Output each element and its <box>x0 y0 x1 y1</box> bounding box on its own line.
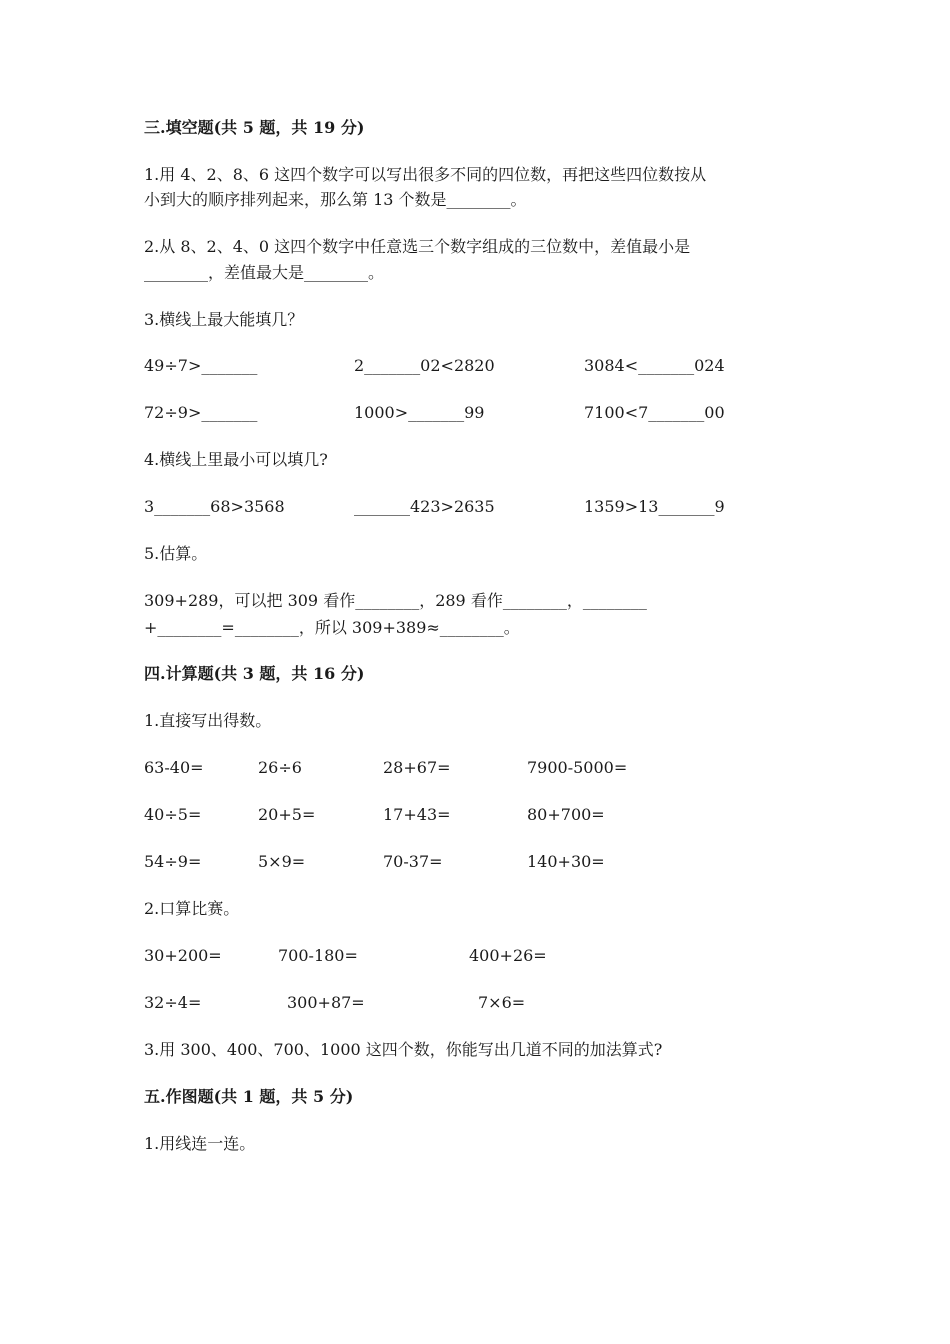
s4-q1-r3c2: 5×9= <box>258 852 306 871</box>
s4-q2-r1c1: 30+200= <box>144 946 222 965</box>
section-3-title: 三.填空题(共 5 题，共 19 分) <box>144 118 365 137</box>
s3-q3-title: 3.横线上最大能填几？ <box>144 310 304 329</box>
s4-q1-r1c1: 63-40= <box>144 758 204 777</box>
s3-q5-line1: 309+289，可以把 309 看作________，289 看作________，________ <box>144 591 647 610</box>
s3-q3-r1c1: 49÷7>_______ <box>144 356 258 375</box>
s4-q1-r2c1: 40÷5= <box>144 805 202 824</box>
s4-q2-r2c3: 7×6= <box>478 993 526 1012</box>
s4-q1-r2c2: 20+5= <box>258 805 316 824</box>
s4-q1-title: 1.直接写出得数。 <box>144 711 272 730</box>
s3-q5-title: 5.估算。 <box>144 544 208 563</box>
section-5-title: 五.作图题(共 1 题，共 5 分) <box>144 1087 354 1106</box>
s4-q1-r1c3: 28+67= <box>383 758 451 777</box>
s3-q2-line1: 2.从 8、2、4、0 这四个数字中任意选三个数字组成的三位数中，差值最小是 <box>144 237 691 256</box>
s3-q3-r2c2: 1000>_______99 <box>354 403 485 422</box>
s3-q5-line2: +________=________，所以 309+389≈________。 <box>144 618 520 637</box>
s3-q2-line2: ________，差值最大是________。 <box>144 263 385 282</box>
s3-q4-r1c2: _______423>2635 <box>354 497 495 516</box>
s3-q3-r1c2: 2_______02<2820 <box>354 356 495 375</box>
s3-q4-r1c1: 3_______68>3568 <box>144 497 285 516</box>
s4-q2-r2c1: 32÷4= <box>144 993 202 1012</box>
s4-q1-r3c3: 70-37= <box>383 852 443 871</box>
s4-q1-r1c2: 26÷6 <box>258 758 302 777</box>
s4-q1-r3c1: 54÷9= <box>144 852 202 871</box>
s4-q2-title: 2.口算比赛。 <box>144 899 240 918</box>
s3-q3-r2c1: 72÷9>_______ <box>144 403 258 422</box>
s3-q3-r2c3: 7100<7_______00 <box>584 403 725 422</box>
s4-q3-title: 3.用 300、400、700、1000 这四个数，你能写出几道不同的加法算式? <box>144 1040 663 1059</box>
s4-q1-r1c4: 7900-5000= <box>527 758 628 777</box>
s4-q2-r1c2: 700-180= <box>278 946 358 965</box>
s5-q1-title: 1.用线连一连。 <box>144 1134 256 1153</box>
s4-q1-r2c3: 17+43= <box>383 805 451 824</box>
s3-q3-r1c3: 3084<_______024 <box>584 356 725 375</box>
s4-q1-r2c4: 80+700= <box>527 805 605 824</box>
s3-q1-line1: 1.用 4、2、8、6 这四个数字可以写出很多不同的四位数，再把这些四位数按从 <box>144 165 707 184</box>
s4-q2-r1c3: 400+26= <box>469 946 547 965</box>
s3-q4-title: 4.横线上里最小可以填几? <box>144 450 328 469</box>
section-4-title: 四.计算题(共 3 题，共 16 分) <box>144 664 365 683</box>
s3-q1-line2: 小到大的顺序排列起来，那么第 13 个数是________。 <box>144 190 527 209</box>
s4-q1-r3c4: 140+30= <box>527 852 605 871</box>
s4-q2-r2c2: 300+87= <box>287 993 365 1012</box>
s3-q4-r1c3: 1359>13_______9 <box>584 497 725 516</box>
